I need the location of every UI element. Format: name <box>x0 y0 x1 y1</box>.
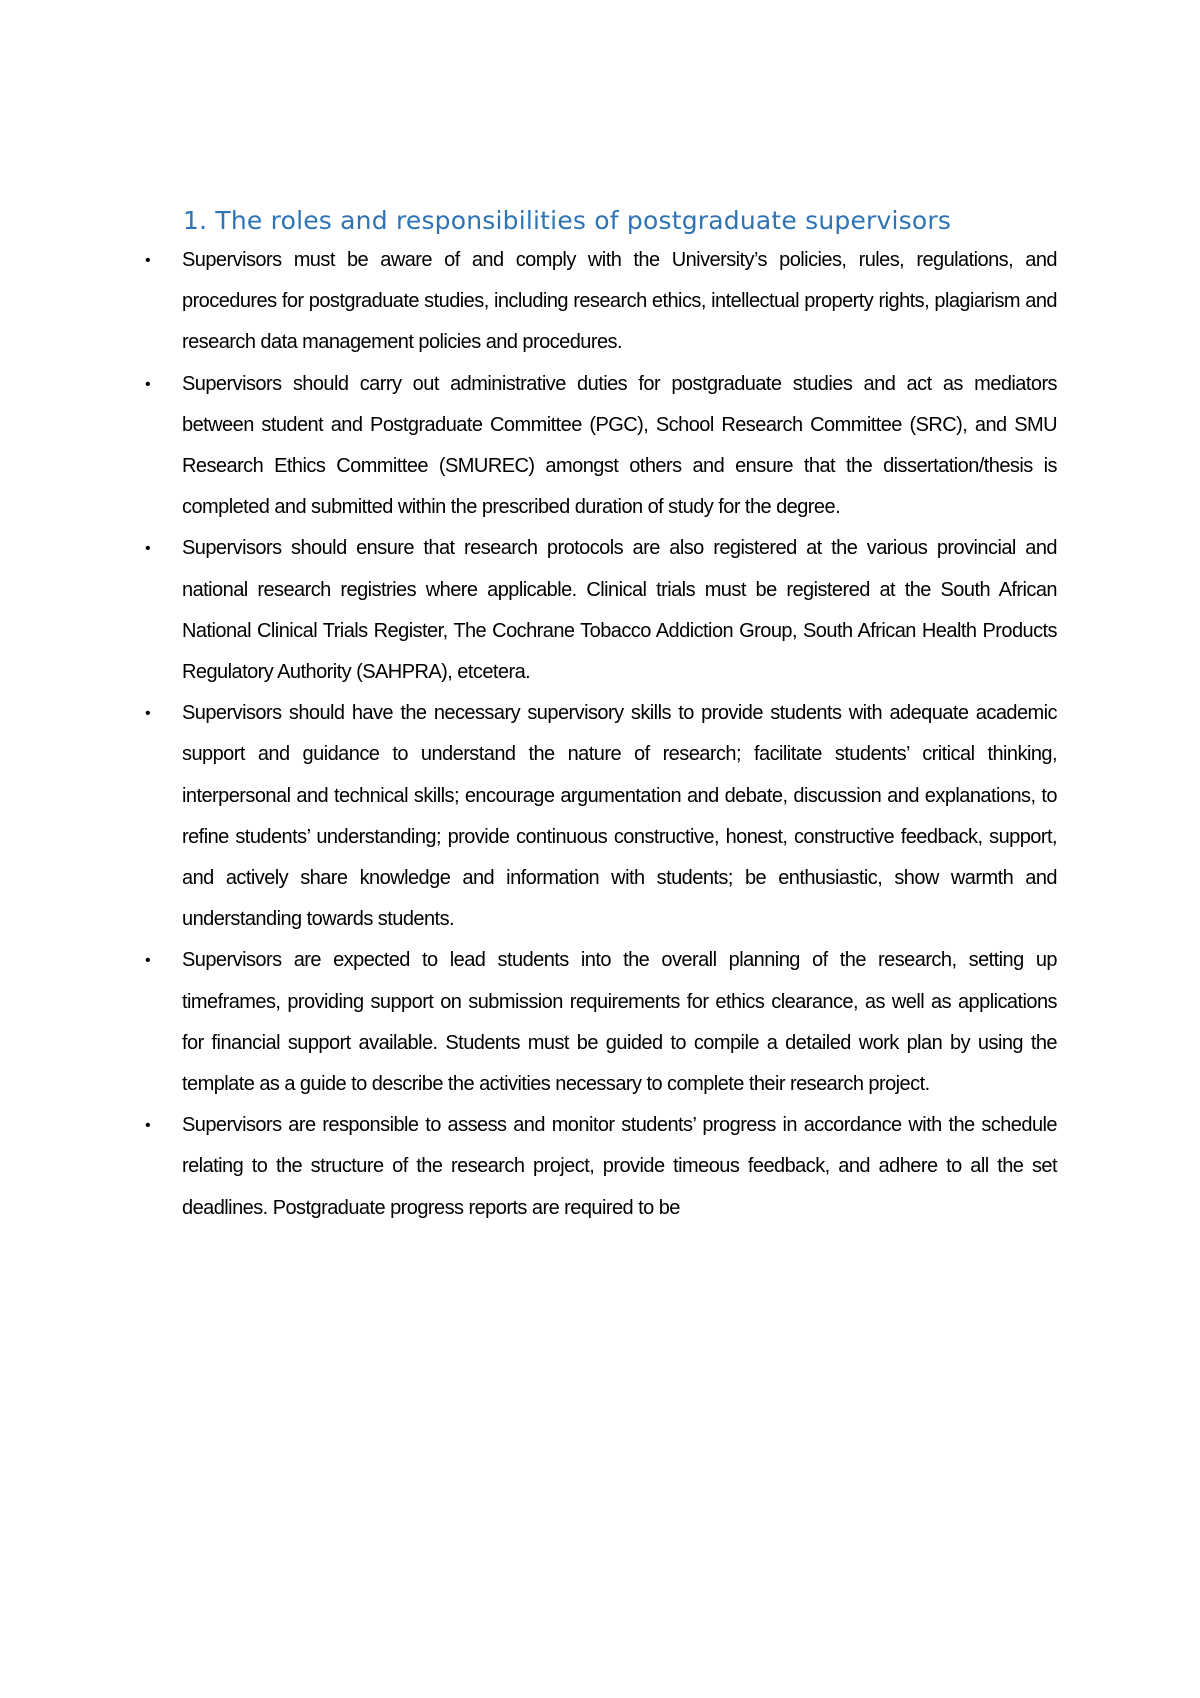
list-item <box>145 940 1057 1105</box>
list-item-text: Supervisors are expected to lead students into the overall planning of the research, setting up timeframes, providing support on submission requirements for ethics clearance, as well as applications for financial support available. Students must be guided to compile a detailed work plan by using the template as a guide to describe the activities necessary to complete their research project. <box>182 949 1057 1096</box>
list-item-text: Supervisors should carry out administrative duties for postgraduate studies and act as mediators between student and Postgraduate Committee (PGC), School Research Committee (SRC), and SMU Research Ethics Committee (SMUREC) amongst others and ensure that the dissertation/thesis is completed and submitted within the prescribed duration of study for the degree. <box>182 372 1057 519</box>
section-heading: 1. The roles and responsibilities of postgraduate supervisors <box>183 206 952 235</box>
bullet-icon: • <box>145 375 151 393</box>
list-item-text: Supervisors should ensure that research protocols are also registered at the various provincial and national research registries where applicable. Clinical trials must be registered at the South African National Clinical Trials Register, The Cochrane Tobacco Addiction Group, South African Health Products Regulatory Authority (SAHPRA), etcetera. <box>182 537 1057 684</box>
list-item <box>145 693 1057 940</box>
list-item <box>145 528 1057 693</box>
bullet-icon: • <box>145 952 151 970</box>
list-item <box>145 240 1057 364</box>
bullet-icon: • <box>145 1117 151 1135</box>
list-item-text: Supervisors must be aware of and comply with the University’s policies, rules, regulations, and procedures for postgraduate studies, including research ethics, intellectual property rights, plagiarism and research data management policies and procedures. <box>182 249 1057 354</box>
responsibilities-list <box>0 240 1057 1229</box>
list-item-text: Supervisors are responsible to assess and monitor students’ progress in accordance with the schedule relating to the structure of the research project, provide timeous feedback, and adhere to all the set deadlines. Postgraduate progress reports are required to be <box>182 1114 1057 1219</box>
bullet-icon: • <box>145 540 151 558</box>
list-item-text: Supervisors should have the necessary supervisory skills to provide students with adequate academic support and guidance to understand the nature of research; facilitate students’ critical thinking, interpersonal and technical skills; encourage argumentation and debate, discussion and explanations, to refine students’ understanding; provide continuous constructive, honest, constructive feedback, support, and actively share knowledge and information with students; be enthusiastic, show warmth and understanding towards students. <box>182 702 1057 931</box>
list-item <box>145 364 1057 529</box>
list-item <box>145 1105 1057 1229</box>
bullet-icon: • <box>145 252 151 269</box>
bullet-icon: • <box>145 705 151 723</box>
